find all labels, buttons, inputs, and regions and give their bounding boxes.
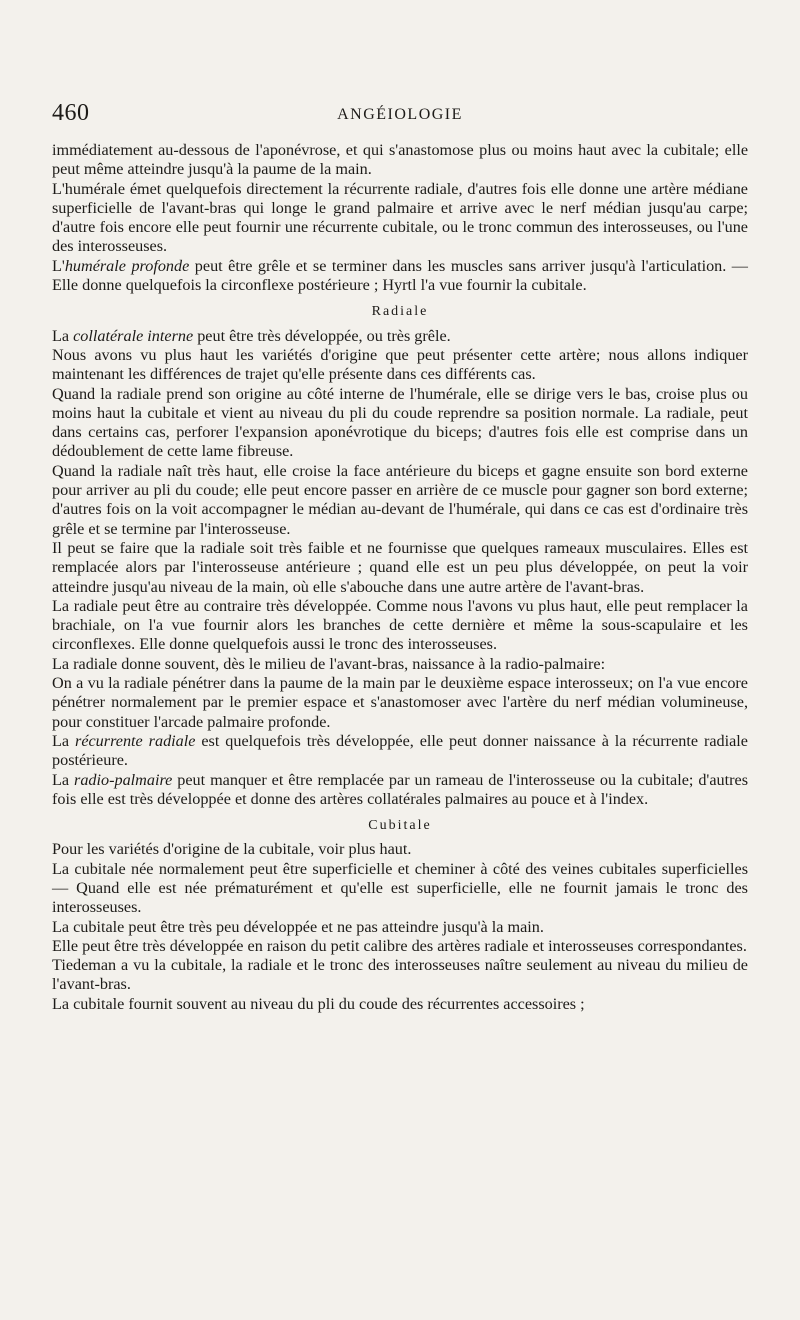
section-heading: Cubitale [368,818,432,834]
paragraph [52,860,748,918]
paragraph-text: immédiatement au-dessous de l'aponévrose, et qui s'anastomose plus ou moins haut avec la cubitale; elle peut même atteindre jusqu'à la paume de la main. [52,141,748,179]
paragraph [52,346,748,385]
paragraph [52,732,748,771]
page-number: 460 [52,100,90,126]
paragraph-text: Elle peut être très développée en raison du petit calibre des artères radiale et interosseuses correspondantes. [52,936,747,955]
paragraph [52,327,748,346]
paragraph [52,539,748,597]
paragraph [52,937,748,956]
paragraph [52,840,748,859]
running-head: ANGÉIOLOGIE [337,106,463,123]
paragraph-text: La radiale peut être au contraire très développée. Comme nous l'avons vu plus haut, elle peut remplacer la brachiale, on l'a vue fournir alors les branches de cette dernière et même la sous-scapulaire et les circonflexes. Elle donne quelquefois aussi le tronc des interosseuses. [52,596,748,654]
paragraph-text: Quand la radiale naît très haut, elle croise la face antérieure du biceps et gagne ensuite son bord externe pour arriver au pli du coude; elle peut encore passer en arrière de ce muscle pour gagner son bord externe; d'autres fois on la voit accompagner le médian au-devant de l'humérale, qui dans ce cas est d'ordinaire très grêle et se termine par l'interosseuse. [52,461,748,538]
paragraph [52,995,748,1014]
paragraph [52,956,748,995]
paragraph [52,462,748,539]
paragraph-text: Tiedeman a vu la cubitale, la radiale et le tronc des interosseuses naître seulement au niveau du milieu de l'avant-bras. [52,956,748,994]
paragraph-lead: La [52,770,75,789]
paragraph-text: La cubitale née normalement peut être superficielle et cheminer à côté des veines cubitales superficielles — Quand elle est née prématurément et qu'elle est superficielle, elle ne fournit jamais le tronc des interosseuses. [52,859,748,917]
paragraph [52,918,748,937]
italic-term: collatérale interne [73,326,194,345]
paragraph-text: On a vu la radiale pénétrer dans la paume de la main par le deuxième espace interosseux; on l'a vue encore pénétrer normalement par le premier espace et s'anastomoser avec l'artère du nerf médian volumineuse, pour constituer l'arcade palmaire profonde. [52,674,748,731]
paragraph-text: La radiale donne souvent, dès le milieu de l'avant-bras, naissance à la radio-palmaire: [52,654,606,673]
paragraph-text: La cubitale peut être très peu développée et ne pas atteindre jusqu'à la main. [52,917,544,936]
italic-term: humérale profonde [64,256,190,275]
paragraph [52,257,748,296]
paragraph-lead: L' [52,256,65,275]
paragraph-text: peut manquer et être remplacée par un rameau de l'interosseuse ou la cubitale; d'autres fois elle est très développée et donne des artères collatérales palmaires au pouce et à l'index. [52,770,748,808]
paragraph-text: est quelquefois très développée, elle peut donner naissance à la récurrente radiale postérieure. [52,731,748,770]
paragraph-text: L'humérale émet quelquefois directement la récurrente radiale, d'autres fois elle donne une artère médiane superficielle de l'avant-bras qui longe le grand palmaire et arrive avec le nerf médian jusqu'au carpe; d'autre fois encore elle peut fournir une récurrente cubitale, ou le tronc commun des interosseuses, ou l'une des interosseuses. [52,179,748,256]
paragraph [52,141,748,180]
paragraph-text: peut être grêle et se terminer dans les muscles sans arriver jusqu'à l'articulation. — Elle donne quelquefois la circonflexe postérieure ; Hyrtl l'a vue fournir la cubitale. [52,256,748,295]
section-heading: Radiale [371,304,429,320]
paragraph [52,385,748,462]
paragraph-text: Nous avons vu plus haut les variétés d'origine que peut présenter cette artère; nous allons indiquer maintenant les différences de trajet qu'elle présente dans ces différents cas. [52,345,748,384]
italic-term: radio-palmaire [74,770,173,789]
italic-term: récurrente radiale [75,731,196,750]
paragraph [52,674,748,732]
paragraph [52,771,748,810]
paragraph [52,655,748,674]
paragraph-text: La cubitale fournit souvent au niveau du pli du coude des récurrentes accessoires ; [52,994,585,1013]
paragraph [52,180,748,257]
paragraph-text: Il peut se faire que la radiale soit très faible et ne fournisse que quelques rameaux musculaires. Elles est remplacée alors par l'interosseuse antérieure ; quand elle est un peu plus développée, on peut la voir atteindre jusqu'au niveau de la main, où elle s'abouche dans une autre artère de l'avant-bras. [52,538,748,596]
paragraph-lead: La [52,731,76,750]
paragraph-text: peut être très développée, ou très grêle. [193,326,451,345]
paragraph-text: Quand la radiale prend son origine au côté interne de l'humérale, elle se dirige vers le bas, croise plus ou moins haut la cubitale et vient au niveau du pli du coude reprendre sa position normale. La radiale, peut dans certains cas, perforer l'expansion aponévrotique du biceps; d'autres fois elle est comprise dans un dédoublement de cette lame fibreuse. [52,384,748,461]
page-header [52,100,748,130]
body-text [52,141,748,1014]
paragraph-text: Pour les variétés d'origine de la cubitale, voir plus haut. [52,840,412,859]
paragraph [52,597,748,655]
paragraph-lead: La [52,326,74,345]
